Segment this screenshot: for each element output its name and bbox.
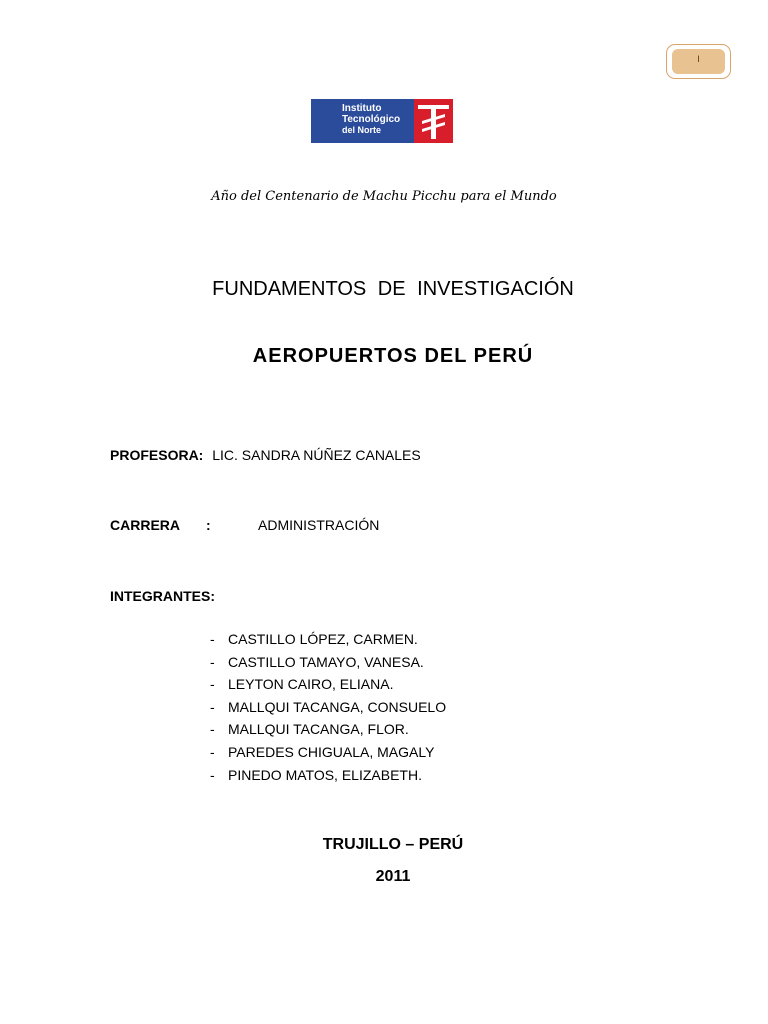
career-field xyxy=(110,517,379,533)
list-item: - MALLQUI TACANGA, FLOR. xyxy=(210,721,409,738)
career-value: ADMINISTRACIÓN xyxy=(258,517,380,533)
professor-value: LIC. SANDRA NÚÑEZ CANALES xyxy=(212,447,421,463)
logo-emblem xyxy=(414,99,453,143)
logo-line-3: del Norte xyxy=(342,125,382,135)
professor-field xyxy=(110,447,421,463)
list-item: - CASTILLO LÓPEZ, CARMEN. xyxy=(210,631,418,647)
city-country: TRUJILLO – PERÚ xyxy=(322,836,464,853)
logo-line-1: Instituto xyxy=(342,103,382,114)
year: 2011 xyxy=(375,868,411,885)
main-title: AEROPUERTOS DEL PERÚ xyxy=(252,345,534,367)
year-motto: Año del Centenario de Machu Picchu para el Mundo xyxy=(211,189,557,204)
career-label: CARRERA xyxy=(110,517,180,533)
cross-emblem-icon xyxy=(414,99,453,143)
list-item: - PINEDO MATOS, ELIZABETH. xyxy=(210,766,422,783)
institute-logo xyxy=(311,99,453,143)
members-list xyxy=(210,630,446,788)
list-item: - PAREDES CHIGUALA, MAGALY xyxy=(210,743,435,760)
course-title: FUNDAMENTOS DE INVESTIGACIÓN xyxy=(212,278,574,300)
logo-text-block xyxy=(311,99,414,143)
page-number: I xyxy=(672,49,725,74)
logo-line-2: Tecnológico xyxy=(342,114,401,125)
list-item: - LEYTON CAIRO, ELIANA. xyxy=(210,676,394,693)
members-heading xyxy=(110,588,215,604)
page-number-badge xyxy=(666,44,731,79)
professor-label: PROFESORA: xyxy=(110,447,204,463)
list-item: - MALLQUI TACANGA, CONSUELO xyxy=(210,698,447,715)
career-colon: : xyxy=(206,517,211,533)
members-label: INTEGRANTES: xyxy=(110,588,215,604)
list-item: - CASTILLO TAMAYO, VANESA. xyxy=(210,653,424,670)
